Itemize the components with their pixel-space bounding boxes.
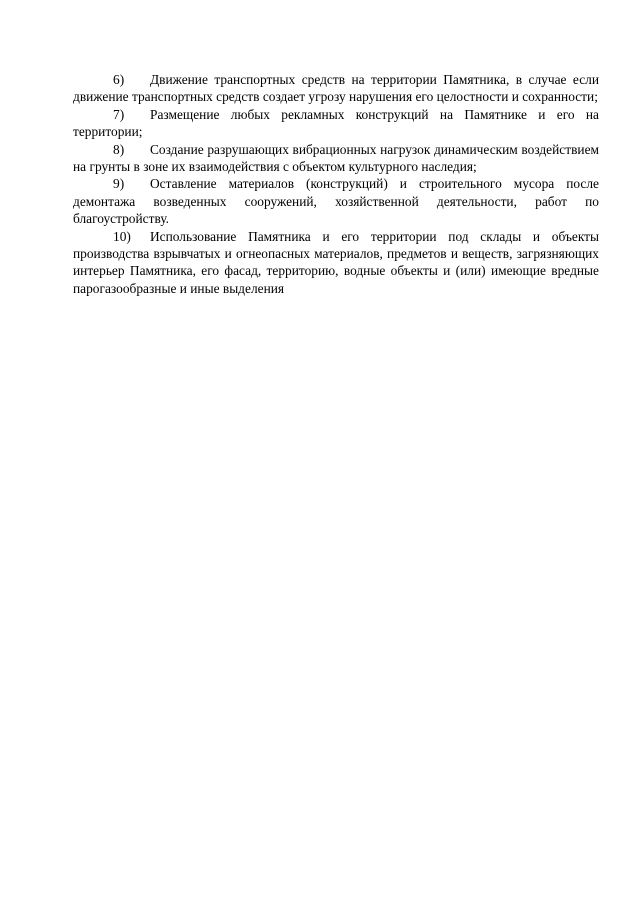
list-item [73,71,599,106]
item-text: Оставление материалов (конструкций) и строительного мусора после демонтажа возведенных сооружений, хозяйственной деятельности, работ по благоустройству. [73,176,599,227]
list-item [73,141,599,176]
item-number: 6) [113,72,125,87]
item-text: Создание разрушающих вибрационных нагрузок динамическим воздействием на грунты в зоне их взаимодействия с объектом культурного наследия; [73,141,599,175]
item-text: Движение транспортных средств на территории Памятника, в случае если движение транспортных средств создает угрозу нарушения его целостности и сохранности; [73,72,599,105]
document-page [73,71,599,297]
item-number: 10) [113,228,131,244]
list-item [73,175,599,227]
list-item [73,228,599,298]
list-item [73,106,599,141]
item-number: 7) [113,106,125,122]
item-number: 9) [113,176,125,192]
item-text: Размещение любых рекламных конструкций на Памятнике и его на территории; [73,106,599,140]
item-text: Использование Памятника и его территории под склады и объекты производства взрывчатых и огнеопасных материалов, предметов и веществ, загрязняющих интерьер Памятника, его фасад, территорию, водные объекты и (или) имеющие вредные парогазообразные и иные выделения [73,228,599,296]
item-number: 8) [113,141,125,157]
